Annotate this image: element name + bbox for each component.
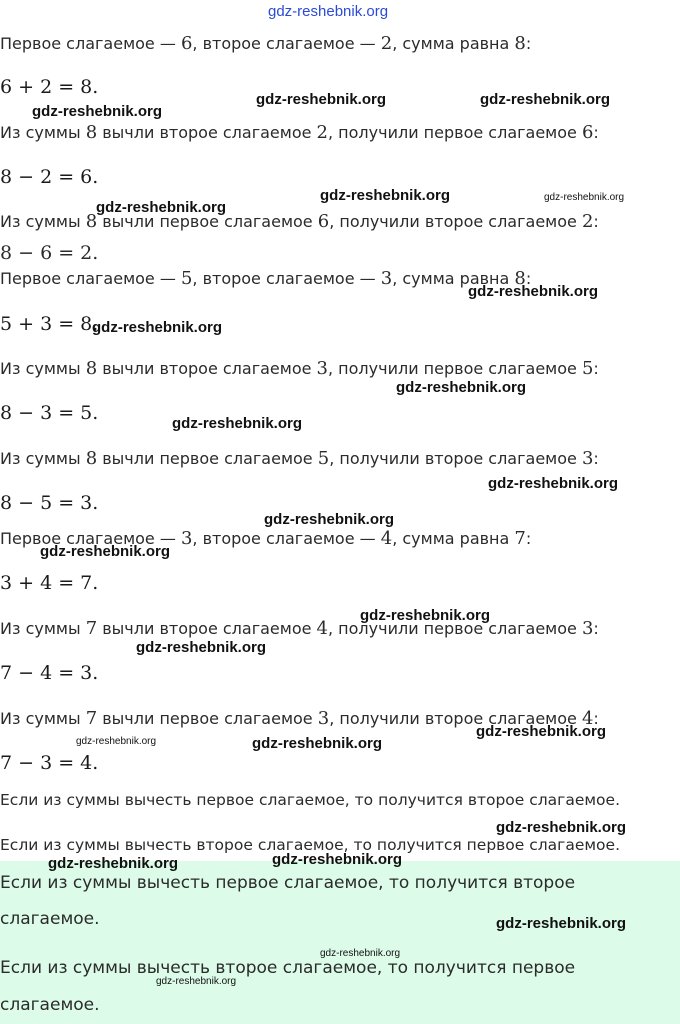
text: , сумма равна (392, 529, 515, 548)
text: : (593, 212, 599, 231)
watermark: gdz-reshebnik.org (272, 851, 403, 868)
number: 3 (180, 528, 193, 549)
number: 5 (180, 268, 193, 289)
text: Из суммы (0, 709, 86, 728)
watermark: gdz-reshebnik.org (256, 91, 387, 108)
text: , получили первое слагаемое (328, 359, 582, 378)
watermark: gdz-reshebnik.org (48, 855, 179, 872)
text: вычли первое слагаемое (97, 709, 318, 728)
sentence-6 (0, 448, 599, 470)
text: вычли первое слагаемое (97, 449, 318, 468)
number: 2 (581, 211, 594, 232)
equation-6: 8 − 5 = 3. (0, 492, 99, 514)
text: : (525, 269, 532, 288)
text: Первое слагаемое — (0, 529, 181, 548)
equation-7: 3 + 4 = 7. (0, 572, 99, 594)
text: : (593, 619, 599, 638)
number: 3 (581, 618, 594, 639)
text: : (593, 449, 599, 468)
number: 2 (316, 122, 328, 143)
watermark: gdz-reshebnik.org (264, 511, 395, 528)
text: : (525, 529, 532, 548)
text: Первое слагаемое — (0, 269, 181, 288)
number: 4 (380, 528, 393, 549)
number: 2 (380, 33, 393, 54)
text: Из суммы (0, 449, 86, 468)
watermark: gdz-reshebnik.org (544, 192, 625, 203)
watermark: gdz-reshebnik.org (360, 607, 491, 624)
equation-3: 8 − 6 = 2. (0, 242, 99, 264)
rule-1: Если из суммы вычесть первое слагаемое, то получится второе слагаемое. (0, 791, 620, 809)
watermark: gdz-reshebnik.org (320, 948, 401, 959)
number: 8 (85, 122, 98, 143)
equation-5: 8 − 3 = 5. (0, 402, 99, 424)
number: 3 (581, 448, 594, 469)
highlight-rule-2-line-2: слагаемое. (0, 995, 100, 1015)
text: вычли второе слагаемое (97, 359, 317, 378)
sentence-8 (0, 618, 599, 640)
equation-1: 6 + 2 = 8. (0, 76, 99, 98)
watermark: gdz-reshebnik.org (496, 915, 627, 932)
highlight-box (0, 861, 680, 1024)
watermark: gdz-reshebnik.org (268, 3, 389, 20)
watermark: gdz-reshebnik.org (468, 283, 599, 300)
number: 5 (317, 448, 330, 469)
text: , второе слагаемое — (192, 529, 381, 548)
text: : (593, 709, 599, 728)
watermark: gdz-reshebnik.org (252, 735, 383, 752)
sentence-1 (0, 33, 531, 55)
highlight-rule-1-line-1: Если из суммы вычесть первое слагаемое, то получится второе (0, 873, 576, 893)
text: , второе слагаемое — (192, 34, 381, 53)
equation-4: 5 + 3 = 8. (0, 313, 99, 335)
watermark: gdz-reshebnik.org (488, 475, 619, 492)
watermark: gdz-reshebnik.org (172, 415, 303, 432)
rule-2: Если из суммы вычесть второе слагаемое, то получится первое слагаемое. (0, 836, 620, 854)
watermark: gdz-reshebnik.org (92, 319, 223, 336)
sentence-3 (0, 211, 599, 233)
number: 6 (317, 211, 330, 232)
text: Из суммы (0, 359, 86, 378)
number: 7 (85, 708, 98, 729)
text: вычли второе слагаемое (97, 123, 317, 142)
number: 8 (85, 448, 98, 469)
text: : (525, 34, 532, 53)
equation-8: 7 − 4 = 3. (0, 662, 99, 684)
watermark: gdz-reshebnik.org (32, 103, 163, 120)
watermark: gdz-reshebnik.org (156, 976, 237, 987)
watermark: gdz-reshebnik.org (76, 736, 157, 747)
watermark: gdz-reshebnik.org (136, 639, 267, 656)
text: , получили первое слагаемое (328, 619, 582, 638)
watermark: gdz-reshebnik.org (40, 543, 171, 560)
watermark: gdz-reshebnik.org (396, 379, 527, 396)
text: , сумма равна (392, 269, 515, 288)
text: Первое слагаемое — (0, 34, 181, 53)
equation-3-clipped (0, 242, 120, 264)
number: 5 (581, 358, 594, 379)
watermark: gdz-reshebnik.org (476, 723, 607, 740)
text: Из суммы (0, 619, 86, 638)
text: , второе слагаемое — (192, 269, 381, 288)
equation-9: 7 − 3 = 4. (0, 752, 99, 774)
number: 3 (316, 358, 328, 379)
text: : (593, 123, 599, 142)
watermark: gdz-reshebnik.org (96, 199, 227, 216)
highlight-rule-1-line-2: слагаемое. (0, 909, 100, 929)
watermark: gdz-reshebnik.org (480, 91, 611, 108)
text: : (593, 359, 599, 378)
number: 6 (581, 122, 594, 143)
number: 4 (581, 708, 594, 729)
text: вычли первое слагаемое (97, 212, 318, 231)
number: 3 (317, 708, 330, 729)
number: 6 (180, 33, 193, 54)
highlight-rule-2-line-1: Если из суммы вычесть второе слагаемое, то получится первое (0, 958, 576, 978)
sentence-4 (0, 268, 531, 290)
text: , получили второе слагаемое (329, 709, 582, 728)
text: , получили второе слагаемое (329, 449, 582, 468)
text: Из суммы (0, 123, 86, 142)
text: Из суммы (0, 212, 86, 231)
text: , получили второе слагаемое (329, 212, 582, 231)
text: , сумма равна (392, 34, 515, 53)
watermark: gdz-reshebnik.org (320, 187, 451, 204)
number: 3 (380, 268, 393, 289)
number: 8 (85, 211, 98, 232)
sentence-5 (0, 358, 599, 380)
watermark: gdz-reshebnik.org (496, 819, 627, 836)
text: , получили первое слагаемое (328, 123, 582, 142)
number: 8 (85, 358, 98, 379)
sentence-2 (0, 122, 599, 144)
number: 8 (514, 33, 526, 54)
number: 7 (514, 528, 526, 549)
equation-2: 8 − 2 = 6. (0, 166, 99, 188)
number: 8 (514, 268, 526, 289)
text: вычли второе слагаемое (97, 619, 317, 638)
number: 7 (85, 618, 98, 639)
number: 4 (316, 618, 328, 639)
